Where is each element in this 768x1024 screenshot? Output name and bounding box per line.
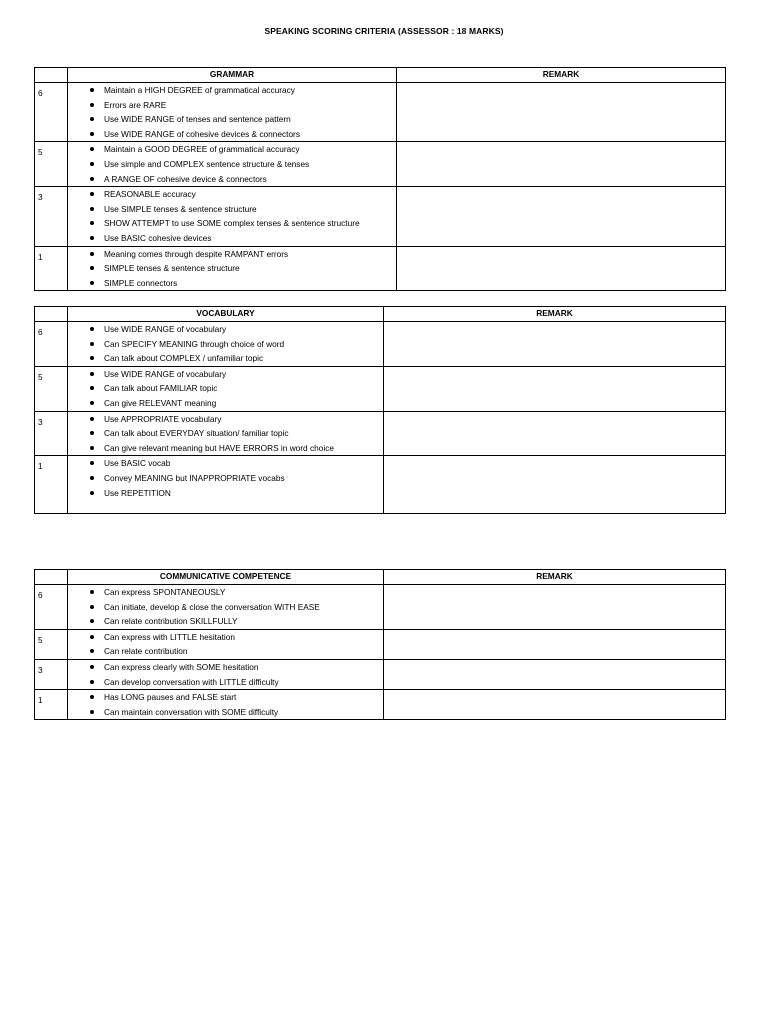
criteria-cell bbox=[68, 142, 397, 187]
list-item: Use WIDE RANGE of tenses and sentence pattern bbox=[68, 112, 396, 127]
score-cell: 1 bbox=[35, 690, 68, 720]
remark-cell[interactable] bbox=[397, 246, 726, 291]
table-row bbox=[35, 142, 726, 187]
table-row bbox=[35, 629, 726, 659]
criteria-cell bbox=[68, 246, 397, 291]
table-row bbox=[35, 456, 726, 514]
list-item: Can give RELEVANT meaning bbox=[68, 396, 383, 411]
list-item: Maintain a GOOD DEGREE of grammatical accuracy bbox=[68, 142, 396, 157]
remark-cell[interactable] bbox=[384, 585, 726, 630]
remark-header: REMARK bbox=[397, 68, 726, 83]
criteria-cell bbox=[68, 187, 397, 246]
remark-cell[interactable] bbox=[397, 187, 726, 246]
score-cell: 5 bbox=[35, 142, 68, 187]
remark-cell[interactable] bbox=[397, 83, 726, 142]
list-item: Can express clearly with SOME hesitation bbox=[68, 660, 383, 675]
list-item: Can talk about COMPLEX / unfamiliar topic bbox=[68, 351, 383, 366]
list-item: Use BASIC cohesive devices bbox=[68, 231, 396, 246]
criteria-cell bbox=[68, 322, 384, 367]
remark-cell[interactable] bbox=[384, 659, 726, 689]
score-header bbox=[35, 307, 68, 322]
remark-cell[interactable] bbox=[384, 456, 726, 514]
score-cell: 5 bbox=[35, 366, 68, 411]
score-cell: 1 bbox=[35, 456, 68, 514]
remark-cell[interactable] bbox=[384, 629, 726, 659]
list-item: Can talk about EVERYDAY situation/ familiar topic bbox=[68, 426, 383, 441]
list-item: A RANGE OF cohesive device & connectors bbox=[68, 172, 396, 187]
remark-header: REMARK bbox=[384, 307, 726, 322]
criteria-cell bbox=[68, 456, 384, 514]
score-cell: 3 bbox=[35, 659, 68, 689]
criteria-cell bbox=[68, 629, 384, 659]
score-cell: 5 bbox=[35, 629, 68, 659]
table-row bbox=[35, 322, 726, 367]
criteria-header: COMMUNICATIVE COMPETENCE bbox=[68, 570, 384, 585]
list-item: Use simple and COMPLEX sentence structure & tenses bbox=[68, 157, 396, 172]
list-item: Convey MEANING but INAPPROPRIATE vocabs bbox=[68, 471, 383, 486]
table-row bbox=[35, 690, 726, 720]
list-item: SIMPLE connectors bbox=[68, 276, 396, 291]
score-cell: 3 bbox=[35, 411, 68, 456]
list-item: Can develop conversation with LITTLE difficulty bbox=[68, 675, 383, 690]
table-header-row bbox=[35, 570, 726, 585]
list-item: Errors are RARE bbox=[68, 98, 396, 113]
list-item: Can maintain conversation with SOME difficulty bbox=[68, 705, 383, 720]
list-item: Can relate contribution SKILLFULLY bbox=[68, 614, 383, 629]
list-item: Can express with LITTLE hesitation bbox=[68, 630, 383, 645]
list-item: Can initiate, develop & close the conversation WITH EASE bbox=[68, 600, 383, 615]
table-row bbox=[35, 187, 726, 246]
table-row bbox=[35, 83, 726, 142]
list-item: SIMPLE tenses & sentence structure bbox=[68, 261, 396, 276]
criteria-cell bbox=[68, 411, 384, 456]
score-cell: 3 bbox=[35, 187, 68, 246]
criteria-header: GRAMMAR bbox=[68, 68, 397, 83]
remark-cell[interactable] bbox=[397, 142, 726, 187]
score-cell: 1 bbox=[35, 246, 68, 291]
list-item: Has LONG pauses and FALSE start bbox=[68, 690, 383, 705]
remark-cell[interactable] bbox=[384, 411, 726, 456]
list-item: Maintain a HIGH DEGREE of grammatical accuracy bbox=[68, 83, 396, 98]
list-item: Can express SPONTANEOUSLY bbox=[68, 585, 383, 600]
criteria-cell bbox=[68, 83, 397, 142]
list-item: Use WIDE RANGE of vocabulary bbox=[68, 322, 383, 337]
list-item: Can talk about FAMILIAR topic bbox=[68, 381, 383, 396]
remark-cell[interactable] bbox=[384, 690, 726, 720]
remark-header: REMARK bbox=[384, 570, 726, 585]
list-item: SHOW ATTEMPT to use SOME complex tenses & sentence structure bbox=[68, 216, 396, 231]
criteria-cell bbox=[68, 659, 384, 689]
table-header-row bbox=[35, 307, 726, 322]
list-item: Use REPETITION bbox=[68, 486, 383, 501]
table-row bbox=[35, 366, 726, 411]
grammar-table bbox=[34, 67, 726, 291]
list-item: REASONABLE accuracy bbox=[68, 187, 396, 202]
list-item: Use APPROPRIATE vocabulary bbox=[68, 412, 383, 427]
table-row bbox=[35, 585, 726, 630]
table-header-row bbox=[35, 68, 726, 83]
table-row bbox=[35, 659, 726, 689]
criteria-cell bbox=[68, 585, 384, 630]
score-cell: 6 bbox=[35, 585, 68, 630]
table-row bbox=[35, 246, 726, 291]
criteria-cell bbox=[68, 690, 384, 720]
criteria-cell bbox=[68, 366, 384, 411]
list-item: Use SIMPLE tenses & sentence structure bbox=[68, 202, 396, 217]
criteria-header: VOCABULARY bbox=[68, 307, 384, 322]
list-item: Can relate contribution bbox=[68, 644, 383, 659]
list-item: Meaning comes through despite RAMPANT errors bbox=[68, 247, 396, 262]
list-item: Use BASIC vocab bbox=[68, 456, 383, 471]
score-header bbox=[35, 570, 68, 585]
list-item: Can give relevant meaning but HAVE ERRORS in word choice bbox=[68, 441, 383, 456]
page-title: SPEAKING SCORING CRITERIA (ASSESSOR : 18 MARKS) bbox=[264, 26, 504, 36]
remark-cell[interactable] bbox=[384, 366, 726, 411]
list-item: Use WIDE RANGE of cohesive devices & connectors bbox=[68, 127, 396, 142]
communicative-competence-table bbox=[34, 569, 726, 720]
score-cell: 6 bbox=[35, 322, 68, 367]
score-header bbox=[35, 68, 68, 83]
list-item: Can SPECIFY MEANING through choice of word bbox=[68, 337, 383, 352]
remark-cell[interactable] bbox=[384, 322, 726, 367]
list-item: Use WIDE RANGE of vocabulary bbox=[68, 367, 383, 382]
vocabulary-table bbox=[34, 306, 726, 514]
table-row bbox=[35, 411, 726, 456]
score-cell: 6 bbox=[35, 83, 68, 142]
